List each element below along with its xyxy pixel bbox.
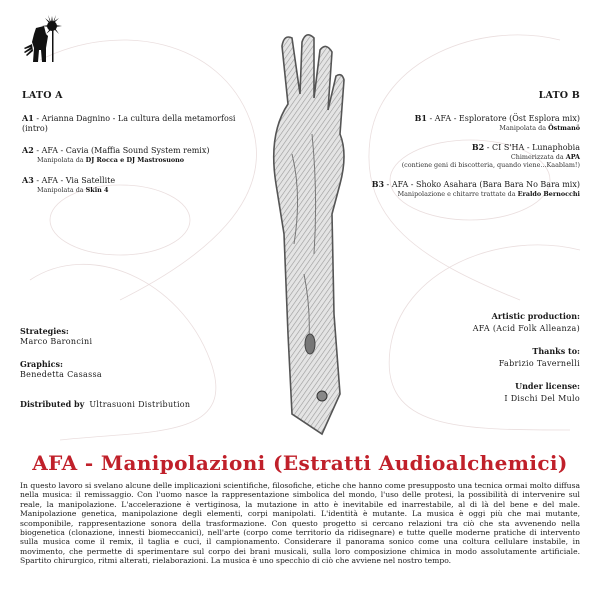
- credit-prefix: Manipolata da: [499, 124, 549, 132]
- credit-prefix: Manipolata da: [37, 186, 86, 194]
- strategies-value: Marco Baroncini: [20, 337, 93, 346]
- credit-name: Eraldo Bernocchi: [517, 190, 580, 198]
- album-title: AFA - Manipolazioni (Estratti Audioalchemici): [32, 451, 568, 475]
- track-code: B3: [371, 179, 385, 189]
- track-a2: A2 - AFA - Cavia (Maffia Sound System remix) Manipolata da DJ Rocca e DJ Mastrosuono: [22, 145, 210, 164]
- credit-name: DJ Rocca e DJ Mastrosuono: [85, 156, 185, 164]
- graphics-label: Graphics:: [20, 359, 64, 369]
- track-title: AFA - Esploratore (Öst Esplora mix): [434, 114, 580, 123]
- credit-prefix: Chimerizzata da: [510, 153, 566, 161]
- distributed-label: Distributed by: [20, 399, 85, 409]
- credit-prefix: Manipolata da: [37, 156, 86, 164]
- track-title: CI S'HA - Lunaphobia: [492, 143, 580, 152]
- credit-name: Östmanö: [548, 124, 580, 132]
- side-a-tracklist: [22, 90, 262, 205]
- track-code: A3: [22, 175, 34, 185]
- strategies-label: Strategies:: [20, 326, 69, 336]
- distributed-value: Ultrasuoni Distribution: [89, 400, 191, 409]
- engraved-arm-illustration-icon: [262, 14, 357, 444]
- track-code: B1: [414, 113, 427, 123]
- track-title: Arianna Dagnino - La cultura della metamorfosi (intro): [22, 114, 236, 133]
- track-code: B2: [471, 142, 485, 152]
- credits-right: [380, 311, 580, 416]
- license-value: I Dischi Del Mulo: [504, 394, 580, 403]
- side-b-heading: LATO B: [538, 90, 580, 101]
- liner-notes-text: In questo lavoro si svelano alcune delle implicazioni scientifiche, filosofiche, etiche che hanno come presupposto una tecnica ormai molto diffusa nella musica: il remissaggio. Con l'uomo nasce la rappresentazione simbolica del mondo, l'uso delle protesi, la possibilità di intervenire sul reale, la manipolazione. L'accelerazione è vertiginosa, la mutazione in atto è inevitabile ed inarrestabile, al di là del bene e del male. Manipolazione genetica, manipolazione degli elementi, corpi manipolati. L'identità è mutante. La musica è oggi più che mai mutante, scomponibile, rappresentazione sonora della trasformazione. Con questo progetto si cercano relazioni tra ciò che sta avvenendo nella biogenetica (clonazione, innesti biomeccanici), nell'arte (corpo come territorio da ridisegnare) e tutte quelle moderne pratiche di intervento sulla musica come il remix, il taglia e cuci, il campionamento. Considerare il panorama sonico come una coltura cellulare instabile, in movimento, che permette di sperimentare sul corpo dei brani musicali, sulla loro composizione chimica in modo assolutamente artificiale. Spartito chirurgico, ritmi alterati, rielaborazioni. La musica è uno specchio di ciò che avviene nel nostro tempo.: [20, 481, 580, 566]
- track-code: A2: [22, 145, 34, 155]
- distribution-credit: [20, 392, 250, 411]
- license-label: Under license:: [515, 381, 580, 391]
- production-label: Artistic production:: [491, 311, 580, 321]
- thanks-value: Fabrizio Tavernelli: [498, 359, 580, 368]
- thanks-label: Thanks to:: [532, 346, 580, 356]
- liner-notes: [20, 481, 580, 566]
- graphics-value: Benedetta Casassa: [20, 370, 102, 379]
- track-b2: B2 - CI S'HA - Lunaphobia Chimerizzata da APA (contiene geni di biscotteria, quando viene...Kaablam!): [340, 142, 580, 169]
- track-a3: A3 - AFA - Via Satellite Manipolata da Skin 4: [22, 175, 116, 194]
- thanks-credit: [380, 346, 580, 369]
- credit-note: (contiene geni di biscotteria, quando viene...Kaablam!): [401, 161, 580, 169]
- side-b-tracklist: [340, 90, 580, 208]
- credits-left: [20, 326, 250, 423]
- credit-name: APA: [565, 153, 580, 161]
- production-credit: [380, 311, 580, 334]
- track-title: AFA - Cavia (Maffia Sound System remix): [41, 146, 210, 155]
- credit-prefix: Manipolazione e chitarre trattate da: [397, 190, 518, 198]
- strategies-credit: [20, 326, 250, 347]
- production-value: AFA (Acid Folk Alleanza): [472, 324, 580, 333]
- track-title: AFA - Via Satellite: [41, 176, 116, 185]
- side-a-heading: LATO A: [22, 90, 63, 101]
- track-title: AFA - Shoko Asahara (Bara Bara No Bara mix): [391, 180, 580, 189]
- track-a1: A1 - Arianna Dagnino - La cultura della metamorfosi (intro): [22, 113, 236, 133]
- track-code: A1: [22, 113, 34, 123]
- graphics-credit: [20, 359, 250, 380]
- credit-name: Skin 4: [85, 186, 109, 194]
- tribal-figure-logo-icon: [22, 14, 70, 66]
- track-b3: B3 - AFA - Shoko Asahara (Bara Bara No Bara mix) Manipolazione e chitarre trattate da Eraldo Bernocchi: [371, 179, 580, 198]
- track-b1: B1 - AFA - Esploratore (Öst Esplora mix) Manipolata da Östmanö: [414, 113, 580, 132]
- license-credit: [380, 381, 580, 404]
